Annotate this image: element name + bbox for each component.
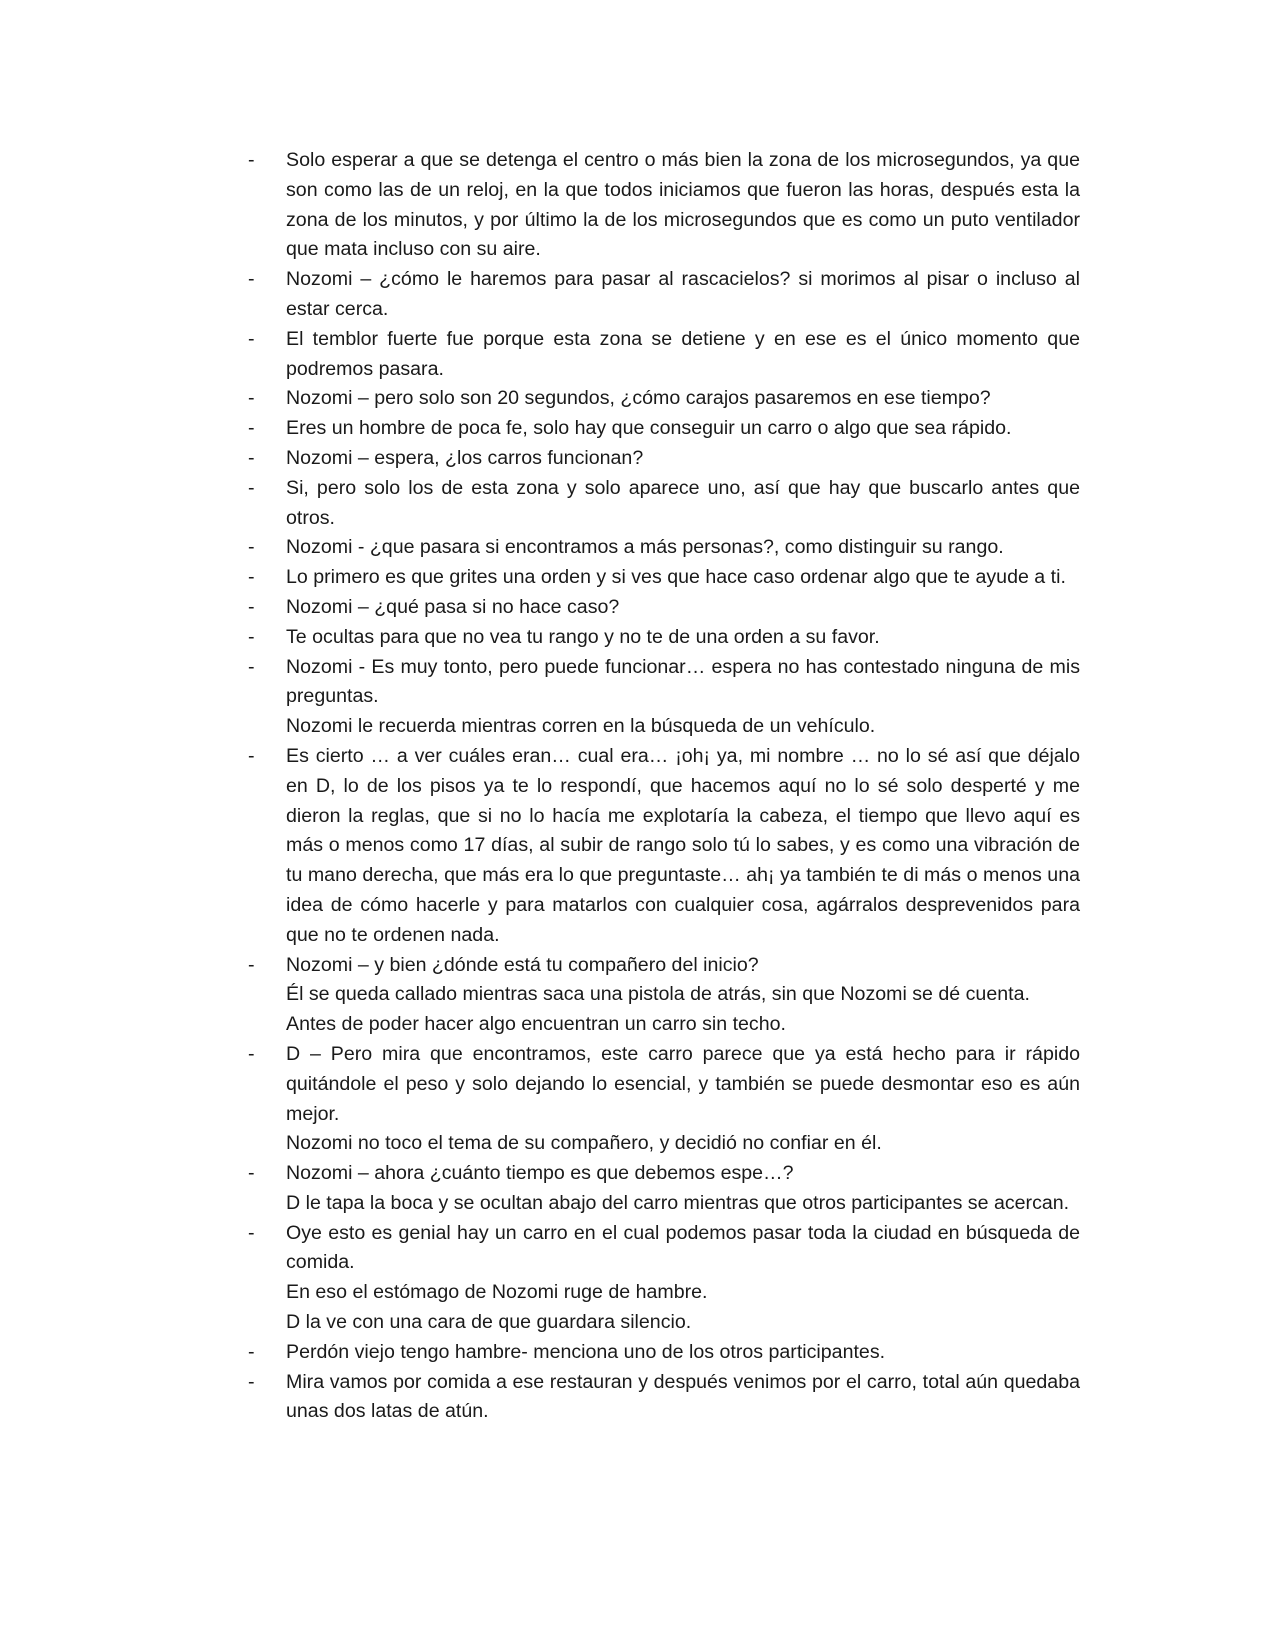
narration-line [248, 1129, 1080, 1159]
bullet-dash: - [248, 149, 255, 171]
line-text: Nozomi no toco el tema de su compañero, y decidió no confiar en él. [286, 1132, 882, 1155]
dialogue-line [248, 444, 1080, 474]
line-text: Nozomi – y bien ¿dónde está tu compañero del inicio? [286, 953, 759, 976]
narration-line [248, 980, 1080, 1010]
line-text: En eso el estómago de Nozomi ruge de hambre. [286, 1281, 708, 1304]
narration-line [248, 1189, 1080, 1219]
line-text: Solo esperar a que se detenga el centro o más bien la zona de los microsegundos, ya que son como las de un reloj, en la que todos iniciamos que fueron las horas, después esta la zona de los minutos, y por último la de los microsegundos que es como un puto ventilador que mata incluso con su aire. [286, 149, 1080, 261]
line-text: Antes de poder hacer algo encuentran un carro sin techo. [286, 1013, 786, 1036]
dialogue-line [248, 146, 1080, 265]
narration-line [248, 712, 1080, 742]
line-text: El temblor fuerte fue porque esta zona se detiene y en ese es el único momento que podremos pasara. [286, 327, 1080, 380]
dialogue-line [248, 623, 1080, 653]
bullet-dash: - [248, 476, 255, 499]
dialogue-line [248, 593, 1080, 623]
dialogue-line [248, 414, 1080, 444]
line-text: Oye esto es genial hay un carro en el cual podemos pasar toda la ciudad en búsqueda de comida. [286, 1221, 1080, 1274]
bullet-dash: - [248, 327, 255, 350]
bullet-dash: - [248, 536, 255, 559]
dialogue-line [248, 563, 1080, 593]
dialogue-line [248, 951, 1080, 981]
bullet-dash: - [248, 655, 255, 678]
line-text: Nozomi – ¿cómo le haremos para pasar al rascacielos? si morimos al pisar o incluso al estar cerca. [286, 268, 1080, 320]
bullet-dash: - [248, 1042, 255, 1065]
document-body [248, 146, 1080, 1427]
bullet-dash: - [248, 446, 255, 469]
bullet-dash: - [248, 1162, 255, 1185]
bullet-dash: - [248, 268, 255, 291]
bullet-dash: - [248, 1221, 255, 1244]
bullet-dash: - [248, 625, 255, 648]
narration-line [248, 1278, 1080, 1308]
line-text: D – Pero mira que encontramos, este carro parece que ya está hecho para ir rápido quitándole el peso y solo dejando lo esencial, y también se puede desmontar eso es aún mejor. [286, 1042, 1080, 1125]
line-text: Él se queda callado mientras saca una pistola de atrás, sin que Nozomi se dé cuenta. [286, 983, 1030, 1006]
line-text: Nozomi – ¿qué pasa si no hace caso? [286, 595, 620, 618]
line-text: Es cierto … a ver cuáles eran… cual era… ¡oh¡ ya, mi nombre … no lo sé así que déjalo en D, lo de los pisos ya te lo respondí, que hacemos aquí no lo sé solo desperté y me dieron la reglas, que si no lo hacía me explotaría la cabeza, el tiempo que llevo aquí es más o menos como 17 días, al subir de rango solo tú lo sabes, y es como una vibración de tu mano derecha, que más era lo que preguntaste… ah¡ ya también te di más o menos una idea de cómo hacerle y para matarlos con cualquier cosa, agárralos desprevenidos para que no te ordenen nada. [286, 744, 1080, 946]
dialogue-line [248, 384, 1080, 414]
dialogue-line [248, 1338, 1080, 1368]
line-text: Nozomi - ¿que pasara si encontramos a más personas?, como distinguir su rango. [286, 536, 1004, 559]
narration-line [248, 1010, 1080, 1040]
narration-line [248, 1308, 1080, 1338]
line-text: Te ocultas para que no vea tu rango y no te de una orden a su favor. [286, 625, 880, 648]
line-text: Nozomi – espera, ¿los carros funcionan? [286, 446, 644, 469]
line-text: Lo primero es que grites una orden y si ves que hace caso ordenar algo que te ayude a ti. [286, 566, 1066, 589]
line-text: Nozomi le recuerda mientras corren en la búsqueda de un vehículo. [286, 715, 876, 738]
line-text: Nozomi - Es muy tonto, pero puede funcionar… espera no has contestado ninguna de mis preguntas. [286, 655, 1080, 708]
line-text: Nozomi – ahora ¿cuánto tiempo es que debemos espe…? [286, 1162, 794, 1185]
line-text: D le tapa la boca y se ocultan abajo del carro mientras que otros participantes se acercan. [286, 1191, 1070, 1214]
dialogue-line [248, 533, 1080, 563]
line-text: Nozomi – pero solo son 20 segundos, ¿cómo carajos pasaremos en ese tiempo? [286, 387, 991, 410]
dialogue-line [248, 1159, 1080, 1189]
line-text: Perdón viejo tengo hambre- menciona uno de los otros participantes. [286, 1340, 886, 1363]
dialogue-line [248, 1040, 1080, 1129]
bullet-dash: - [248, 1370, 255, 1393]
bullet-dash: - [248, 387, 255, 410]
dialogue-line [248, 325, 1080, 385]
line-text: Mira vamos por comida a ese restauran y después venimos por el carro, total aún quedaba unas dos latas de atún. [286, 1370, 1080, 1423]
dialogue-line [248, 1219, 1080, 1279]
bullet-dash: - [248, 566, 255, 589]
bullet-dash: - [248, 744, 255, 767]
bullet-dash: - [248, 1340, 255, 1363]
line-text: Eres un hombre de poca fe, solo hay que conseguir un carro o algo que sea rápido. [286, 417, 1012, 440]
bullet-dash: - [248, 595, 255, 618]
dialogue-line [248, 1368, 1080, 1428]
dialogue-line [248, 653, 1080, 713]
line-text: Si, pero solo los de esta zona y solo aparece uno, así que hay que buscarlo antes que otros. [286, 476, 1080, 529]
dialogue-line [248, 265, 1080, 325]
bullet-dash: - [248, 417, 255, 440]
dialogue-line [248, 742, 1080, 951]
bullet-dash: - [248, 953, 255, 976]
dialogue-line [248, 474, 1080, 534]
line-text: D la ve con una cara de que guardara silencio. [286, 1311, 692, 1334]
